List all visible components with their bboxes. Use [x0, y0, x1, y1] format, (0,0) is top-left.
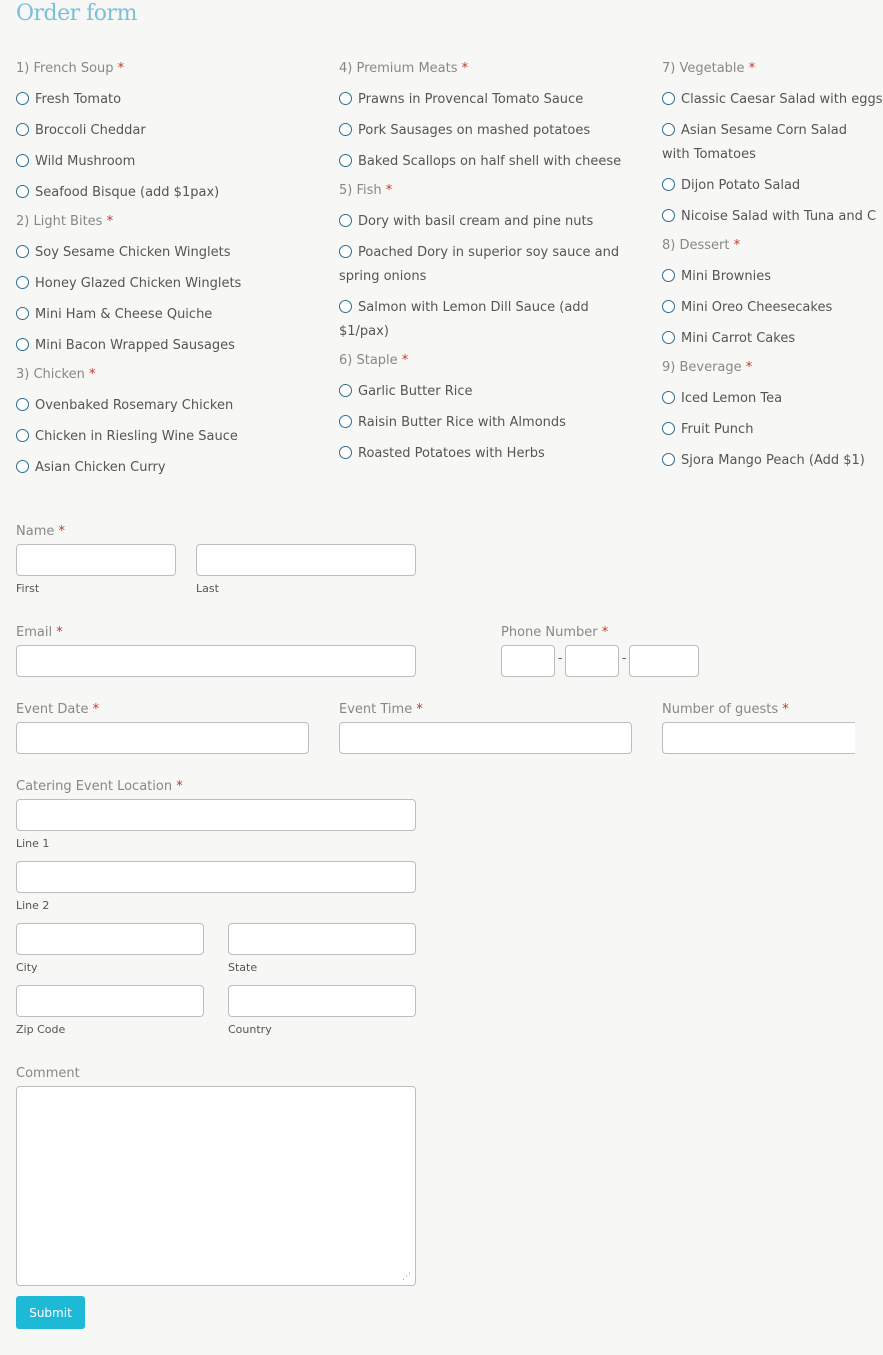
required-mark: *	[748, 61, 756, 76]
radio-button[interactable]	[662, 269, 675, 282]
group-label: 2) Light Bites	[16, 214, 103, 229]
radio-option[interactable]: Mini Oreo Cheesecakes	[662, 296, 855, 320]
radio-button[interactable]	[662, 123, 675, 136]
menu-column-2	[339, 60, 639, 474]
first-name-field[interactable]	[16, 544, 176, 576]
group-label: 5) Fish	[339, 183, 382, 198]
group-label: 1) French Soup	[16, 61, 114, 76]
submit-button[interactable]: Submit	[16, 1296, 85, 1329]
required-mark: *	[117, 61, 125, 76]
radio-option[interactable]: Dory with basil cream and pine nuts	[339, 210, 639, 234]
radio-option[interactable]: Sjora Mango Peach (Add $1)	[662, 449, 855, 473]
radio-button[interactable]	[662, 391, 675, 404]
event-date-field[interactable]	[16, 722, 309, 754]
group-fish	[339, 182, 639, 344]
phone-label: Phone Number *	[501, 625, 609, 640]
menu-column-3	[662, 60, 883, 481]
required-mark: *	[745, 360, 753, 375]
menu-column-1	[16, 60, 316, 488]
page-title: Order form	[16, 1, 137, 26]
radio-button[interactable]	[16, 92, 29, 105]
required-mark: *	[401, 353, 409, 368]
radio-option[interactable]: Nicoise Salad with Tuna and C	[662, 205, 855, 229]
address-line1-field[interactable]	[16, 799, 416, 831]
event-time-label: Event Time *	[339, 702, 423, 717]
name-label: Name *	[16, 524, 65, 539]
group-premium-meats	[339, 60, 639, 174]
guests-field[interactable]	[662, 722, 855, 754]
radio-option[interactable]: Mini Brownies	[662, 265, 855, 289]
radio-button[interactable]	[662, 300, 675, 313]
group-label: 4) Premium Meats	[339, 61, 458, 76]
radio-button[interactable]	[662, 453, 675, 466]
radio-option[interactable]: Asian Sesame Corn Salad with Tomatoes	[662, 123, 847, 162]
line2-sublabel: Line 2	[16, 899, 50, 912]
group-beverage	[662, 359, 865, 473]
phone-line-field[interactable]	[629, 645, 699, 677]
group-staple	[339, 352, 639, 466]
radio-button[interactable]	[662, 331, 675, 344]
email-field[interactable]	[16, 645, 416, 677]
radio-option[interactable]: Chicken in Riesling Wine Sauce	[16, 425, 316, 449]
group-label: 6) Staple	[339, 353, 398, 368]
radio-option[interactable]: Baked Scallops on half shell with cheese	[339, 150, 639, 174]
group-label: 9) Beverage	[662, 360, 742, 375]
required-mark: *	[106, 214, 114, 229]
radio-option[interactable]: Prawns in Provencal Tomato Sauce	[339, 88, 639, 112]
phone-separator: -	[622, 651, 627, 665]
required-mark: *	[89, 367, 96, 382]
country-sublabel: Country	[228, 1023, 272, 1036]
radio-option[interactable]: Iced Lemon Tea	[662, 387, 855, 411]
state-field[interactable]	[228, 923, 416, 955]
location-label: Catering Event Location *	[16, 779, 183, 794]
radio-option[interactable]: Soy Sesame Chicken Winglets	[16, 241, 316, 265]
radio-option[interactable]: Mini Ham & Cheese Quiche	[16, 303, 316, 327]
group-vegetable	[662, 60, 883, 229]
group-label: 8) Dessert	[662, 238, 730, 253]
radio-button[interactable]	[339, 300, 352, 313]
radio-option[interactable]: Poached Dory in superior soy sauce and spring onions	[339, 245, 620, 284]
radio-button[interactable]	[16, 307, 29, 320]
radio-option[interactable]: Ovenbaked Rosemary Chicken	[16, 394, 316, 418]
radio-option[interactable]: Garlic Butter Rice	[339, 380, 639, 404]
radio-button[interactable]	[662, 422, 675, 435]
required-mark: *	[385, 183, 393, 198]
address-line2-field[interactable]	[16, 861, 416, 893]
group-french-soup	[16, 60, 316, 205]
radio-button[interactable]	[339, 154, 352, 167]
resize-handle-icon[interactable]: ⋰	[402, 1272, 411, 1282]
state-sublabel: State	[228, 961, 258, 974]
group-light-bites	[16, 213, 316, 358]
radio-option[interactable]: Wild Mushroom	[16, 150, 316, 174]
radio-option[interactable]: Raisin Butter Rice with Almonds	[339, 411, 639, 435]
first-sublabel: First	[16, 582, 40, 595]
zip-sublabel: Zip Code	[16, 1023, 66, 1036]
radio-button[interactable]	[16, 338, 29, 351]
line1-sublabel: Line 1	[16, 837, 50, 850]
radio-option[interactable]: Mini Bacon Wrapped Sausages	[16, 334, 316, 358]
group-chicken	[16, 366, 316, 480]
radio-option[interactable]: Asian Chicken Curry	[16, 456, 316, 480]
radio-option[interactable]: Roasted Potatoes with Herbs	[339, 442, 639, 466]
radio-button[interactable]	[662, 178, 675, 191]
comment-textarea[interactable]	[16, 1086, 416, 1286]
radio-option[interactable]: Seafood Bisque (add $1pax)	[16, 181, 316, 205]
radio-button[interactable]	[16, 429, 29, 442]
radio-button[interactable]	[339, 384, 352, 397]
radio-option[interactable]: Honey Glazed Chicken Winglets	[16, 272, 316, 296]
radio-option[interactable]: Fresh Tomato	[16, 88, 316, 112]
country-field[interactable]	[228, 985, 416, 1017]
guests-label: Number of guests *	[662, 702, 789, 717]
radio-button[interactable]	[16, 276, 29, 289]
radio-option[interactable]: Mini Carrot Cakes	[662, 327, 855, 351]
event-time-field[interactable]	[339, 722, 632, 754]
zip-field[interactable]	[16, 985, 204, 1017]
city-sublabel: City	[16, 961, 38, 974]
city-field[interactable]	[16, 923, 204, 955]
radio-button[interactable]	[662, 92, 675, 105]
radio-option[interactable]: Classic Caesar Salad with eggs	[662, 88, 855, 112]
radio-button[interactable]	[339, 415, 352, 428]
event-date-label: Event Date *	[16, 702, 100, 717]
radio-button[interactable]	[339, 123, 352, 136]
radio-button[interactable]	[339, 92, 352, 105]
radio-button[interactable]	[16, 154, 29, 167]
group-label: 7) Vegetable	[662, 61, 745, 76]
phone-separator: -	[558, 651, 563, 665]
required-mark: *	[733, 238, 741, 253]
last-sublabel: Last	[196, 582, 219, 595]
radio-option[interactable]: Salmon with Lemon Dill Sauce (add $1/pax)	[339, 300, 589, 339]
last-name-field[interactable]	[196, 544, 416, 576]
radio-button[interactable]	[16, 123, 29, 136]
required-mark: *	[461, 61, 469, 76]
email-label: Email *	[16, 625, 63, 640]
phone-prefix-field[interactable]	[565, 645, 619, 677]
radio-button[interactable]	[16, 398, 29, 411]
radio-option[interactable]: Fruit Punch	[662, 418, 855, 442]
group-label: 3) Chicken	[16, 367, 85, 382]
phone-area-field[interactable]	[501, 645, 555, 677]
radio-button[interactable]	[339, 214, 352, 227]
radio-option[interactable]: Pork Sausages on mashed potatoes	[339, 119, 639, 143]
radio-button[interactable]	[16, 245, 29, 258]
group-dessert	[662, 237, 855, 351]
radio-option[interactable]: Broccoli Cheddar	[16, 119, 316, 143]
radio-button[interactable]	[339, 245, 352, 258]
radio-option[interactable]: Dijon Potato Salad	[662, 174, 855, 198]
radio-button[interactable]	[339, 446, 352, 459]
radio-button[interactable]	[16, 185, 29, 198]
radio-button[interactable]	[662, 209, 675, 222]
radio-button[interactable]	[16, 460, 29, 473]
comment-label: Comment	[16, 1066, 80, 1081]
